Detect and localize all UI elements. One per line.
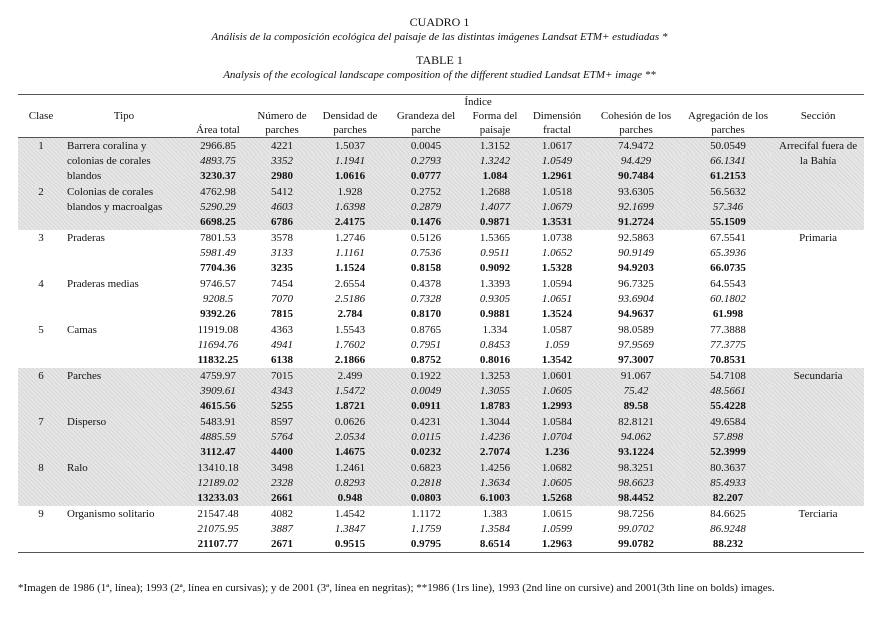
seccion-cell xyxy=(772,184,864,230)
value-cell: 57.898 xyxy=(684,430,772,445)
value-cell: 0.2793 xyxy=(388,154,464,169)
value-cell: 0.8170 xyxy=(410,308,442,320)
value-cell: 92.5863 xyxy=(618,232,654,244)
value-cell: 1.236 xyxy=(526,445,588,460)
value-cell: 2.7074 xyxy=(464,445,526,460)
table-row xyxy=(18,506,864,522)
value-cell: 2.5186 xyxy=(334,293,366,305)
value-cell: 89.58 xyxy=(588,399,684,414)
value-cell: 13233.03 xyxy=(184,491,252,506)
value-cell: 1.8783 xyxy=(464,399,526,414)
value-cell: 1.0594 xyxy=(541,278,573,290)
value-cell: 3235 xyxy=(271,262,293,274)
class-group xyxy=(18,276,864,322)
value-cell: 1.3044 xyxy=(464,414,526,430)
seccion-cell xyxy=(772,322,864,368)
value-cell: 1.3524 xyxy=(541,308,573,320)
col-cohesion: Cohesión de los parches xyxy=(588,109,684,138)
value-cell: 5483.91 xyxy=(184,414,252,430)
value-cell: 4941 xyxy=(271,339,293,351)
value-cell: 1.0679 xyxy=(526,200,588,215)
value-cell: 9746.57 xyxy=(200,278,236,290)
value-cell: 94.062 xyxy=(588,430,684,445)
value-cell: 0.9871 xyxy=(464,215,526,230)
value-cell: 0.5126 xyxy=(410,232,442,244)
value-cell: 91.067 xyxy=(588,368,684,384)
value-cell: 55.1509 xyxy=(684,215,772,230)
seccion-cell xyxy=(772,414,864,460)
value-cell: 1.3847 xyxy=(334,523,366,535)
col-densidad: Densidad de parches xyxy=(312,109,388,138)
class-group xyxy=(18,138,864,185)
value-cell: 5255 xyxy=(252,399,312,414)
value-cell: 1.2461 xyxy=(312,460,388,476)
value-cell: 65.3936 xyxy=(710,247,746,259)
value-cell: 3909.61 xyxy=(184,384,252,399)
value-cell: 6.1003 xyxy=(464,491,526,506)
value-cell: 0.8752 xyxy=(410,354,442,366)
clase-cell: 4 xyxy=(38,278,44,290)
value-cell: 80.3637 xyxy=(684,460,772,476)
value-cell: 4082 xyxy=(271,508,293,520)
value-cell: 4893.75 xyxy=(184,154,252,169)
clase-cell: 7 xyxy=(18,414,64,460)
value-cell: 1.5328 xyxy=(541,262,573,274)
value-cell: 1.5472 xyxy=(312,384,388,399)
value-cell: 1.3253 xyxy=(464,368,526,384)
value-cell: 7815 xyxy=(271,308,293,320)
value-cell: 1.5365 xyxy=(479,232,511,244)
seccion-cell: Terciaria xyxy=(772,506,864,553)
value-cell: 1.2746 xyxy=(334,232,366,244)
clase-cell: 9 xyxy=(18,506,64,553)
value-cell: 94.9637 xyxy=(618,308,654,320)
class-group xyxy=(18,506,864,553)
table-title: TABLE 1 xyxy=(416,53,463,67)
tipo-cell: Organismo solitario xyxy=(64,506,184,553)
tipo-cell: Praderas xyxy=(67,232,105,244)
value-cell: 94.429 xyxy=(588,154,684,169)
value-cell: 1.059 xyxy=(544,339,570,351)
value-cell: 0.4378 xyxy=(410,278,442,290)
value-cell: 5981.49 xyxy=(200,247,236,259)
value-cell: 0.8293 xyxy=(312,476,388,491)
value-cell: 1.3242 xyxy=(464,154,526,169)
value-cell: 98.7256 xyxy=(618,508,654,520)
value-cell: 0.4231 xyxy=(388,414,464,430)
value-cell: 0.0626 xyxy=(312,414,388,430)
seccion-cell: Arrecifal fuera de la Bahía xyxy=(772,138,864,185)
ecology-table xyxy=(18,94,864,553)
value-cell: 0.1476 xyxy=(388,215,464,230)
value-cell: 1.0652 xyxy=(541,247,573,259)
tipo-cell: Praderas medias xyxy=(67,278,139,290)
value-cell: 4615.56 xyxy=(184,399,252,414)
value-cell: 4762.98 xyxy=(184,184,252,200)
value-cell: 66.0735 xyxy=(710,262,746,274)
value-cell: 0.9511 xyxy=(480,247,510,259)
value-cell: 21547.48 xyxy=(197,508,239,520)
table-row xyxy=(18,138,864,155)
value-cell: 0.7536 xyxy=(410,247,442,259)
value-cell: 11694.76 xyxy=(197,339,239,351)
value-cell: 61.998 xyxy=(712,308,744,320)
value-cell: 1.0704 xyxy=(526,430,588,445)
class-group xyxy=(18,322,864,368)
value-cell: 1.0587 xyxy=(541,324,573,336)
value-cell: 1.4256 xyxy=(464,460,526,476)
value-cell: 1.1524 xyxy=(334,262,366,274)
col-dimension: Dimensión fractal xyxy=(526,109,588,138)
class-group xyxy=(18,368,864,414)
value-cell: 1.2963 xyxy=(526,537,588,553)
value-cell: 1.0518 xyxy=(526,184,588,200)
value-cell: 57.346 xyxy=(684,200,772,215)
value-cell: 1.1759 xyxy=(410,523,442,535)
value-cell: 9208.5 xyxy=(202,293,234,305)
value-cell: 5412 xyxy=(252,184,312,200)
value-cell: 2.4175 xyxy=(312,215,388,230)
value-cell: 6138 xyxy=(271,354,293,366)
value-cell: 0.0232 xyxy=(388,445,464,460)
value-cell: 82.8121 xyxy=(588,414,684,430)
tipo-cell: Parches xyxy=(64,368,184,414)
value-cell: 1.3584 xyxy=(479,523,511,535)
value-cell: 1.0651 xyxy=(541,293,573,305)
value-cell: 6786 xyxy=(252,215,312,230)
value-cell: 2.0534 xyxy=(312,430,388,445)
value-cell: 0.948 xyxy=(312,491,388,506)
value-cell: 90.9149 xyxy=(618,247,654,259)
clase-cell: 2 xyxy=(18,184,64,230)
value-cell: 82.207 xyxy=(684,491,772,506)
value-cell: 3498 xyxy=(252,460,312,476)
value-cell: 99.0782 xyxy=(588,537,684,553)
value-cell: 61.2153 xyxy=(684,169,772,184)
value-cell: 97.9569 xyxy=(618,339,654,351)
value-cell: 1.2688 xyxy=(464,184,526,200)
value-cell: 70.8531 xyxy=(710,354,746,366)
value-cell: 1.1161 xyxy=(335,247,365,259)
footnote: *Imagen de 1986 (1ª, línea); 1993 (2ª, línea en cursivas); y de 2001 (3ª, línea en negritas); **1986 (1rs line), 1993 (2nd line on cursive) and 2001(3th line on bolds) images. xyxy=(18,582,775,594)
value-cell: 3230.37 xyxy=(184,169,252,184)
table-subtitle: Analysis of the ecological landscape composition of the different studied Landsat ETM+ image ** xyxy=(223,69,656,81)
value-cell: 4885.59 xyxy=(184,430,252,445)
seccion-cell: Primaria xyxy=(799,232,838,244)
value-cell: 7015 xyxy=(252,368,312,384)
value-cell: 4400 xyxy=(252,445,312,460)
value-cell: 7704.36 xyxy=(200,262,236,274)
value-cell: 3133 xyxy=(271,247,293,259)
value-cell: 0.0777 xyxy=(388,169,464,184)
value-cell: 4363 xyxy=(271,324,293,336)
value-cell: 11919.08 xyxy=(197,324,239,336)
value-cell: 1.7602 xyxy=(334,339,366,351)
value-cell: 1.084 xyxy=(464,169,526,184)
value-cell: 1.3393 xyxy=(479,278,511,290)
table-row xyxy=(18,414,864,430)
value-cell: 54.7108 xyxy=(684,368,772,384)
value-cell: 93.6305 xyxy=(588,184,684,200)
clase-cell: 1 xyxy=(18,138,64,185)
value-cell: 91.2724 xyxy=(588,215,684,230)
value-cell: 77.3888 xyxy=(710,324,746,336)
value-cell: 98.0589 xyxy=(618,324,654,336)
value-cell: 0.9515 xyxy=(312,537,388,553)
class-group xyxy=(18,230,864,276)
value-cell: 1.2993 xyxy=(526,399,588,414)
col-grandeza: Grandeza del parche xyxy=(388,109,464,138)
value-cell: 55.4228 xyxy=(684,399,772,414)
value-cell: 1.1941 xyxy=(312,154,388,169)
value-cell: 93.6904 xyxy=(618,293,654,305)
value-cell: 1.0616 xyxy=(312,169,388,184)
value-cell: 0.9305 xyxy=(479,293,511,305)
value-cell: 2661 xyxy=(252,491,312,506)
indice-header: Índice xyxy=(184,95,772,110)
value-cell: 52.3999 xyxy=(684,445,772,460)
value-cell: 88.232 xyxy=(684,537,772,553)
value-cell: 1.4542 xyxy=(334,508,366,520)
value-cell: 21107.77 xyxy=(184,537,252,553)
value-cell: 2328 xyxy=(252,476,312,491)
value-cell: 98.6623 xyxy=(588,476,684,491)
value-cell: 1.0601 xyxy=(526,368,588,384)
value-cell: 7070 xyxy=(271,293,293,305)
tipo-cell: Colonias de corales blandos y macroalgas xyxy=(64,184,184,230)
cuadro-subtitle: Análisis de la composición ecológica del paisaje de las distintas imágenes Landsat ETM+ estudiadas * xyxy=(211,31,668,43)
value-cell: 2.6554 xyxy=(334,278,366,290)
value-cell: 1.334 xyxy=(482,324,508,336)
value-cell: 1.0617 xyxy=(526,138,588,155)
value-cell: 4603 xyxy=(252,200,312,215)
table-row xyxy=(18,322,864,338)
value-cell: 1.6398 xyxy=(312,200,388,215)
value-cell: 0.8016 xyxy=(479,354,511,366)
value-cell: 56.5632 xyxy=(684,184,772,200)
value-cell: 3112.47 xyxy=(184,445,252,460)
col-clase: Clase xyxy=(18,109,64,138)
table-row xyxy=(18,184,864,200)
col-agregacion: Agregación de los parches xyxy=(684,109,772,138)
class-group xyxy=(18,184,864,230)
value-cell: 4759.97 xyxy=(184,368,252,384)
value-cell: 9392.26 xyxy=(200,308,236,320)
tipo-cell: Barrera coralina y colonias de corales blandos xyxy=(64,138,184,185)
class-group xyxy=(18,414,864,460)
value-cell: 1.0599 xyxy=(541,523,573,535)
col-area: Área total xyxy=(184,109,252,138)
value-cell: 0.8453 xyxy=(479,339,511,351)
seccion-cell xyxy=(772,460,864,506)
value-cell: 0.8158 xyxy=(410,262,442,274)
value-cell: 66.1341 xyxy=(684,154,772,169)
col-seccion: Sección xyxy=(772,109,864,138)
value-cell: 8597 xyxy=(252,414,312,430)
value-cell: 94.9203 xyxy=(618,262,654,274)
value-cell: 5290.29 xyxy=(184,200,252,215)
value-cell: 1.4675 xyxy=(312,445,388,460)
clase-cell: 5 xyxy=(38,324,44,336)
value-cell: 0.2879 xyxy=(388,200,464,215)
value-cell: 64.5543 xyxy=(710,278,746,290)
value-cell: 1.0605 xyxy=(526,476,588,491)
value-cell: 75.42 xyxy=(588,384,684,399)
col-tipo: Tipo xyxy=(64,109,184,138)
value-cell: 2.499 xyxy=(312,368,388,384)
title-block xyxy=(0,14,879,82)
value-cell: 8.6514 xyxy=(464,537,526,553)
clase-cell: 3 xyxy=(38,232,44,244)
clase-cell: 8 xyxy=(18,460,64,506)
value-cell: 2.1866 xyxy=(334,354,366,366)
value-cell: 1.928 xyxy=(312,184,388,200)
value-cell: 85.4933 xyxy=(684,476,772,491)
value-cell: 1.0615 xyxy=(541,508,573,520)
value-cell: 98.3251 xyxy=(588,460,684,476)
value-cell: 1.1172 xyxy=(411,508,441,520)
value-cell: 0.0045 xyxy=(388,138,464,155)
value-cell: 21075.95 xyxy=(197,523,239,535)
value-cell: 0.0803 xyxy=(388,491,464,506)
value-cell: 3352 xyxy=(252,154,312,169)
value-cell: 3887 xyxy=(271,523,293,535)
value-cell: 13410.18 xyxy=(184,460,252,476)
value-cell: 7454 xyxy=(271,278,293,290)
value-cell: 2980 xyxy=(252,169,312,184)
value-cell: 1.8721 xyxy=(312,399,388,414)
value-cell: 7801.53 xyxy=(200,232,236,244)
seccion-cell xyxy=(772,276,864,322)
value-cell: 0.2752 xyxy=(388,184,464,200)
value-cell: 77.3775 xyxy=(710,339,746,351)
value-cell: 1.4077 xyxy=(464,200,526,215)
tipo-cell: Disperso xyxy=(64,414,184,460)
tipo-cell: Ralo xyxy=(64,460,184,506)
seccion-cell: Secundaria xyxy=(772,368,864,414)
value-cell: 0.6823 xyxy=(388,460,464,476)
value-cell: 6698.25 xyxy=(184,215,252,230)
cuadro-title: CUADRO 1 xyxy=(409,15,470,29)
value-cell: 5764 xyxy=(252,430,312,445)
value-cell: 1.2961 xyxy=(526,169,588,184)
clase-cell: 6 xyxy=(18,368,64,414)
value-cell: 0.7328 xyxy=(410,293,442,305)
value-cell: 67.5541 xyxy=(710,232,746,244)
value-cell: 1.3152 xyxy=(464,138,526,155)
value-cell: 12189.02 xyxy=(184,476,252,491)
value-cell: 97.3007 xyxy=(618,354,654,366)
value-cell: 1.3542 xyxy=(541,354,573,366)
value-cell: 0.0115 xyxy=(388,430,464,445)
value-cell: 1.5543 xyxy=(334,324,366,336)
value-cell: 0.9795 xyxy=(388,537,464,553)
col-forma: Forma del paisaje xyxy=(464,109,526,138)
value-cell: 2966.85 xyxy=(184,138,252,155)
col-numero: Número de parches xyxy=(252,109,312,138)
value-cell: 48.5661 xyxy=(684,384,772,399)
value-cell: 1.4236 xyxy=(464,430,526,445)
value-cell: 0.2818 xyxy=(388,476,464,491)
value-cell: 1.5268 xyxy=(526,491,588,506)
value-cell: 99.0702 xyxy=(618,523,654,535)
tipo-cell: Camas xyxy=(67,324,97,336)
value-cell: 0.1922 xyxy=(388,368,464,384)
value-cell: 60.1802 xyxy=(710,293,746,305)
value-cell: 93.1224 xyxy=(588,445,684,460)
value-cell: 1.0738 xyxy=(541,232,573,244)
value-cell: 1.3634 xyxy=(464,476,526,491)
value-cell: 1.383 xyxy=(482,508,508,520)
value-cell: 1.3055 xyxy=(464,384,526,399)
value-cell: 49.6584 xyxy=(684,414,772,430)
value-cell: 92.1699 xyxy=(588,200,684,215)
value-cell: 3578 xyxy=(271,232,293,244)
value-cell: 84.6625 xyxy=(710,508,746,520)
table-row xyxy=(18,276,864,292)
value-cell: 1.0682 xyxy=(526,460,588,476)
value-cell: 0.9881 xyxy=(479,308,511,320)
value-cell: 1.0584 xyxy=(526,414,588,430)
value-cell: 98.4452 xyxy=(588,491,684,506)
class-group xyxy=(18,460,864,506)
value-cell: 1.0549 xyxy=(526,154,588,169)
value-cell: 1.0605 xyxy=(526,384,588,399)
value-cell: 86.9248 xyxy=(710,523,746,535)
value-cell: 2671 xyxy=(252,537,312,553)
value-cell: 0.0911 xyxy=(388,399,464,414)
value-cell: 0.9092 xyxy=(479,262,511,274)
value-cell: 11832.25 xyxy=(197,354,239,366)
value-cell: 0.8765 xyxy=(410,324,442,336)
value-cell: 0.0049 xyxy=(388,384,464,399)
value-cell: 90.7484 xyxy=(588,169,684,184)
value-cell: 0.7951 xyxy=(410,339,442,351)
value-cell: 50.0549 xyxy=(684,138,772,155)
value-cell: 74.9472 xyxy=(588,138,684,155)
value-cell: 2.784 xyxy=(337,308,363,320)
table-row xyxy=(18,368,864,384)
value-cell: 1.3531 xyxy=(526,215,588,230)
value-cell: 4221 xyxy=(252,138,312,155)
value-cell: 4343 xyxy=(252,384,312,399)
value-cell: 96.7325 xyxy=(618,278,654,290)
table-row xyxy=(18,460,864,476)
value-cell: 1.5037 xyxy=(312,138,388,155)
table-row xyxy=(18,230,864,246)
